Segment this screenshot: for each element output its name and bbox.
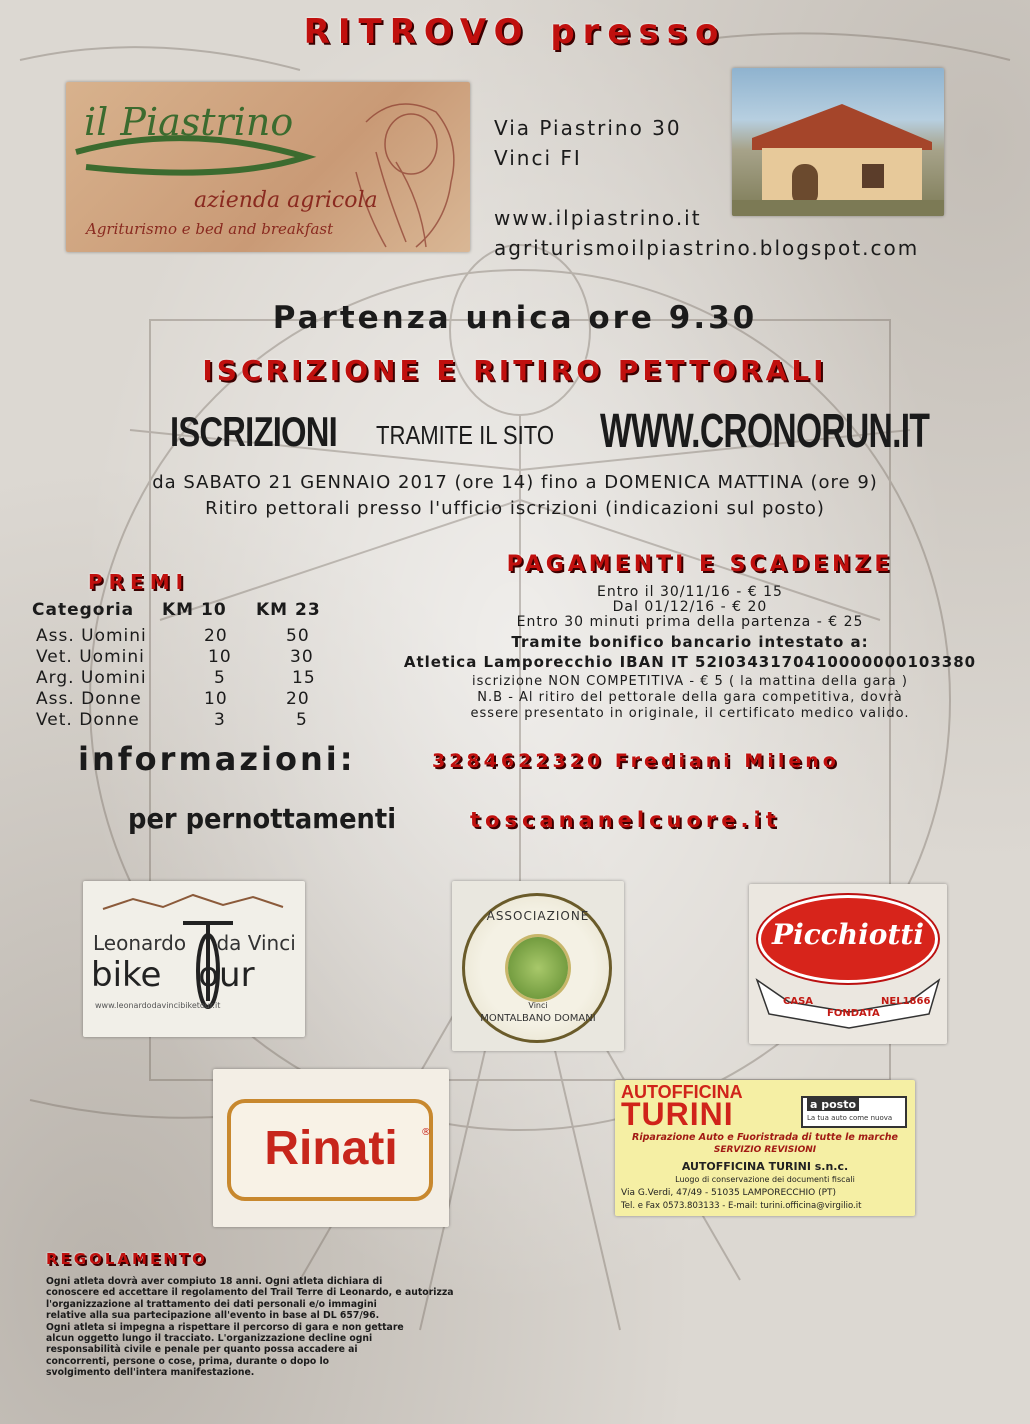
rinati-name: Rinati — [264, 1122, 398, 1175]
prize-km23: 5 — [296, 710, 308, 730]
turini-line-5: Via G.Verdi, 47/49 - 51035 LAMPORECCHIO (PT) — [621, 1188, 837, 1198]
rules-line: alcun oggetto lungo il tracciato. L'organizzazione decline ogni — [46, 1333, 373, 1345]
piastrino-tagline: Agriturismo e bed and breakfast — [86, 220, 334, 238]
prize-km23: 15 — [292, 668, 316, 688]
payment-line-1: Entro il 30/11/16 - € 15 — [597, 584, 783, 600]
prize-km10: 3 — [214, 710, 226, 730]
payment-note-1: iscrizione NON COMPETITIVA - € 5 ( la mattina della gara ) — [472, 674, 908, 689]
payment-line-3: Entro 30 minuti prima della partenza - € 25 — [516, 614, 864, 630]
rules-line: svolgimento dell'intera manifestazione. — [46, 1367, 255, 1379]
leonardo-line1 — [93, 931, 296, 955]
rinati-mark: ® — [421, 1127, 431, 1138]
start-time: Partenza unica ore 9.30 — [272, 300, 758, 336]
turini-line-1: Riparazione Auto e Fuoristrada di tutte le marche — [632, 1132, 898, 1143]
rules-line: concorrenti, persone o cose, prima, durante o dopo lo — [46, 1355, 330, 1367]
piastrino-brand: il Piastrino — [84, 100, 294, 144]
picchiotti-name: Picchiotti — [772, 918, 924, 951]
rules-heading: REGOLAMENTO — [46, 1250, 208, 1268]
rules-line: conoscere ed accettare il regolamento del Trail Terre di Leonardo, e autorizza — [46, 1287, 454, 1299]
payments-heading: PAGAMENTI E SCADENZE — [506, 552, 894, 577]
cronorun-link[interactable]: WWW.CRONORUN.IT — [600, 405, 930, 458]
registration-pickup: Ritiro pettorali presso l'ufficio iscrizioni (indicazioni sul posto) — [205, 498, 825, 519]
prize-km23: 50 — [286, 626, 310, 646]
address-line-2: Vinci FI — [494, 146, 582, 170]
tree-icon — [508, 937, 568, 999]
piastrino-subtitle: azienda agricola — [194, 188, 378, 213]
venue-photo — [732, 68, 944, 216]
address-line-1: Via Piastrino 30 — [494, 116, 682, 140]
info-label: informazioni: — [78, 740, 356, 778]
prize-category: Ass. Uomini — [36, 626, 147, 646]
turini-line-3: AUTOFFICINA TURINI s.n.c. — [681, 1160, 849, 1173]
turini-badge-sub: La tua auto come nuova — [807, 1114, 893, 1122]
sponsor-autofficina-turini — [615, 1080, 915, 1216]
leonardo-line2 — [91, 955, 255, 995]
via-label: TRAMITE IL SITO — [376, 420, 555, 450]
prize-category: Ass. Donne — [36, 689, 142, 709]
prizes-heading: PREMI — [88, 570, 190, 594]
picchiotti-ribbon-1: CASA — [783, 996, 814, 1007]
rules-line: responsabilità civile e penale per quanto possa accadere ai — [46, 1344, 358, 1356]
payment-note-2: N.B - Al ritiro del pettorale della gara competitiva, dovrà — [477, 690, 903, 705]
prize-category: Arg. Uomini — [36, 668, 147, 688]
registration-heading: ISCRIZIONE E RITIRO PETTORALI — [202, 354, 828, 387]
prize-km23: 30 — [290, 647, 314, 667]
registration-period: da SABATO 21 GENNAIO 2017 (ore 14) fino a DOMENICA MATTINA (ore 9) — [152, 472, 878, 493]
turini-badge — [801, 1096, 907, 1128]
turini-badge-text: a posto — [807, 1098, 859, 1111]
davinci-word: da Vinci — [216, 931, 296, 955]
turini-title-1: AUTOFFICINA — [621, 1082, 743, 1102]
leonardo-word: Leonardo — [93, 931, 187, 955]
prize-category: Vet. Donne — [36, 710, 140, 730]
prizes-col-category: Categoria — [32, 600, 135, 620]
rules-line: relative alla sua partecipazione all'evento in base al DL 657/96. — [46, 1310, 380, 1322]
montalbano-top: ASSOCIAZIONE — [486, 909, 590, 923]
info-contact[interactable]: 3284622320 Frediani Mileno — [432, 750, 840, 772]
sponsor-rinati — [213, 1069, 449, 1227]
farmhouse-icon — [732, 68, 944, 216]
prize-category: Vet. Uomini — [36, 647, 145, 667]
venue-website-link[interactable]: www.ilpiastrino.it — [494, 206, 702, 230]
sponsor-leonardo-biketour — [83, 881, 305, 1037]
rules-text — [46, 1276, 506, 1379]
prizes-col-km10: KM 10 — [162, 600, 227, 620]
rules-line: Ogni atleta si impegna a rispettare il percorso di gara e non gettare — [46, 1321, 404, 1333]
sponsor-picchiotti — [749, 884, 947, 1044]
our-word: our — [198, 955, 255, 995]
stay-label: per pernottamenti — [128, 802, 397, 835]
picchiotti-ribbon-2: FONDATA — [827, 1008, 880, 1019]
prize-km10: 20 — [204, 626, 228, 646]
prizes-col-km23: KM 23 — [256, 600, 321, 620]
payment-note-3: essere presentato in originale, il certificato medico valido. — [470, 706, 910, 721]
leonardo-url: www.leonardodavincibiketour.it — [95, 1001, 221, 1010]
il-piastrino-logo — [66, 82, 470, 252]
ribbon-icon — [749, 884, 947, 1044]
rules-line: Ogni atleta dovrà aver compiuto 18 anni. Ogni atleta dichiara di — [46, 1276, 383, 1287]
turini-line-6: Tel. e Fax 0573.803133 - E-mail: turini.officina@virgilio.it — [621, 1201, 862, 1211]
picchiotti-ribbon-3: NEL1866 — [881, 996, 931, 1007]
stay-site-link[interactable]: toscananelcuore.it — [470, 808, 781, 832]
bike-word: bike — [91, 955, 162, 995]
turini-title-2: TURINI — [621, 1096, 734, 1132]
payment-line-2: Dal 01/12/16 - € 20 — [612, 599, 768, 615]
prize-km10: 10 — [208, 647, 232, 667]
venue-blog-link[interactable]: agriturismoilpiastrino.blogspot.com — [494, 236, 920, 260]
turini-line-4: Luogo di conservazione dei documenti fiscali — [675, 1175, 855, 1184]
prize-km23: 20 — [286, 689, 310, 709]
sponsor-montalbano-domani — [452, 881, 624, 1051]
iscrizioni-label: ISCRIZIONI — [170, 408, 337, 455]
montalbano-bottom: MONTALBANO DOMANI — [480, 1013, 596, 1024]
montalbano-small: Vinci — [528, 1001, 548, 1010]
prize-km10: 10 — [204, 689, 228, 709]
turini-line-2: SERVIZIO REVISIONI — [713, 1145, 817, 1155]
bank-title: Tramite bonifico bancario intestato a: — [511, 633, 869, 651]
rules-line: l'organizzazione al trattamento dei dati personali e/o immagini — [46, 1298, 377, 1310]
prize-km10: 5 — [214, 668, 226, 688]
bank-iban: Atletica Lamporecchio IBAN IT 52I0343170410000000103380 — [403, 653, 977, 671]
page-title: RITROVO presso — [303, 12, 727, 52]
